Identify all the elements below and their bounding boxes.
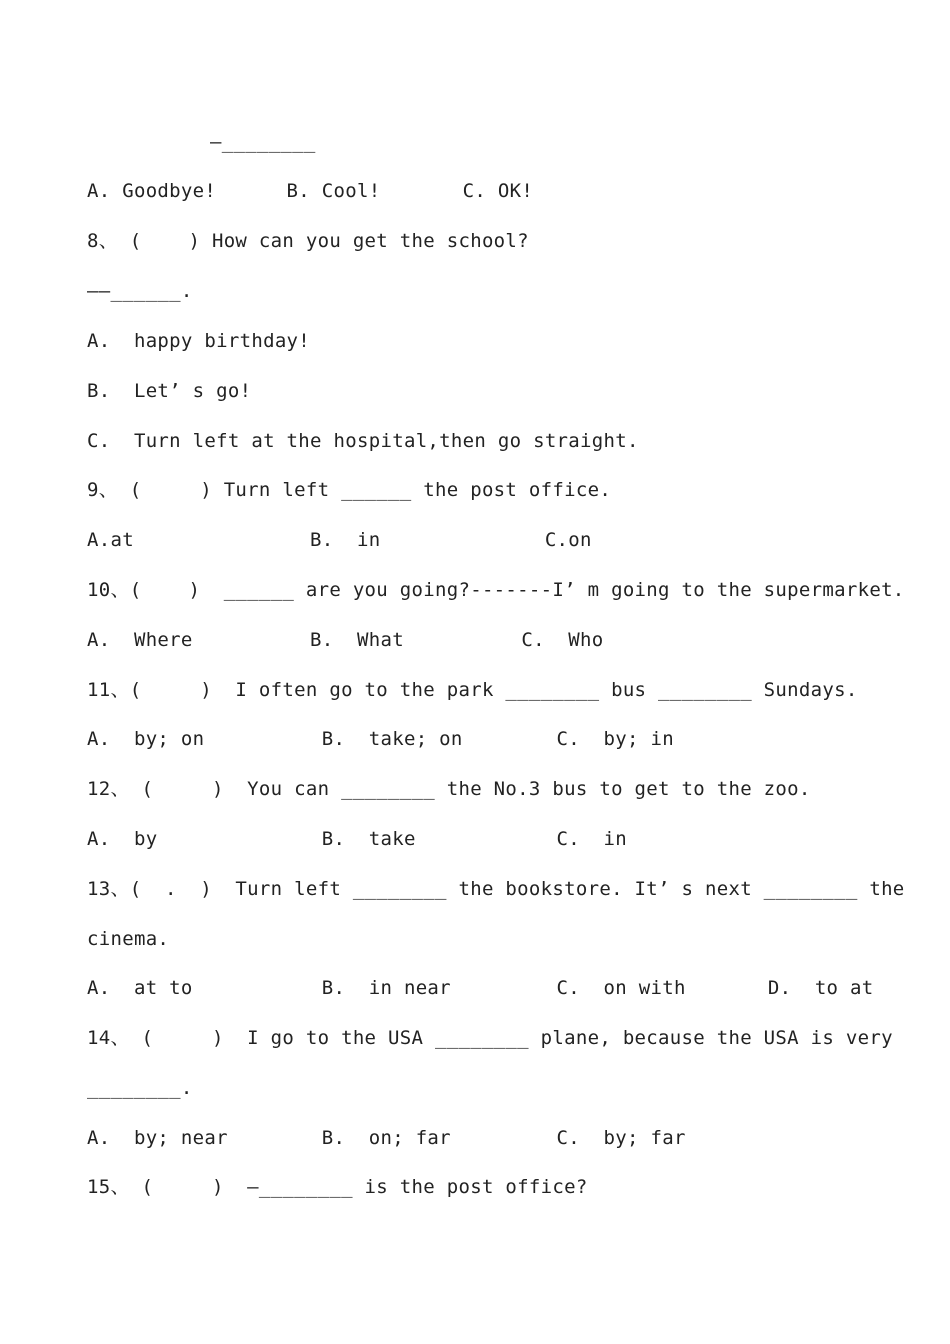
- q10-question: 10、( ) ______ are you going?-------I’ m going to the supermarket.: [87, 579, 905, 601]
- q8-option-b: B. Let’ s go!: [87, 380, 252, 402]
- answer-line-7: —________: [210, 131, 316, 153]
- q12-question: 12、 ( ) You can ________ the No.3 bus to get to the zoo.: [87, 778, 811, 800]
- q13-question: 13、( . ) Turn left ________ the bookstore. It’ s next ________ the: [87, 878, 905, 900]
- q11-question: 11、( ) I often go to the park ________ bus ________ Sundays.: [87, 679, 858, 701]
- q13-question-cont: cinema.: [87, 928, 170, 950]
- q8-question: 8、 ( ) How can you get the school?: [87, 230, 529, 252]
- q13-options: A. at to B. in near C. on with D. to at: [87, 977, 874, 999]
- q11-options: A. by; on B. take; on C. by; in: [87, 728, 674, 750]
- q8-answer-line: ——______.: [87, 280, 193, 302]
- q7-options: A. Goodbye! B. Cool! C. OK!: [87, 180, 534, 202]
- q15-question: 15、 ( ) —________ is the post office?: [87, 1176, 588, 1198]
- q12-options: A. by B. take C. in: [87, 828, 627, 850]
- q14-question-cont: ________.: [87, 1077, 193, 1099]
- q8-option-c: C. Turn left at the hospital,then go straight.: [87, 430, 639, 452]
- q9-options: A.at B. in C.on: [87, 529, 592, 551]
- q10-options: A. Where B. What C. Who: [87, 629, 604, 651]
- q14-question: 14、 ( ) I go to the USA ________ plane, because the USA is very: [87, 1027, 893, 1049]
- q9-question: 9、 ( ) Turn left ______ the post office.: [87, 479, 612, 501]
- q8-option-a: A. happy birthday!: [87, 330, 311, 352]
- q14-options: A. by; near B. on; far C. by; far: [87, 1127, 686, 1149]
